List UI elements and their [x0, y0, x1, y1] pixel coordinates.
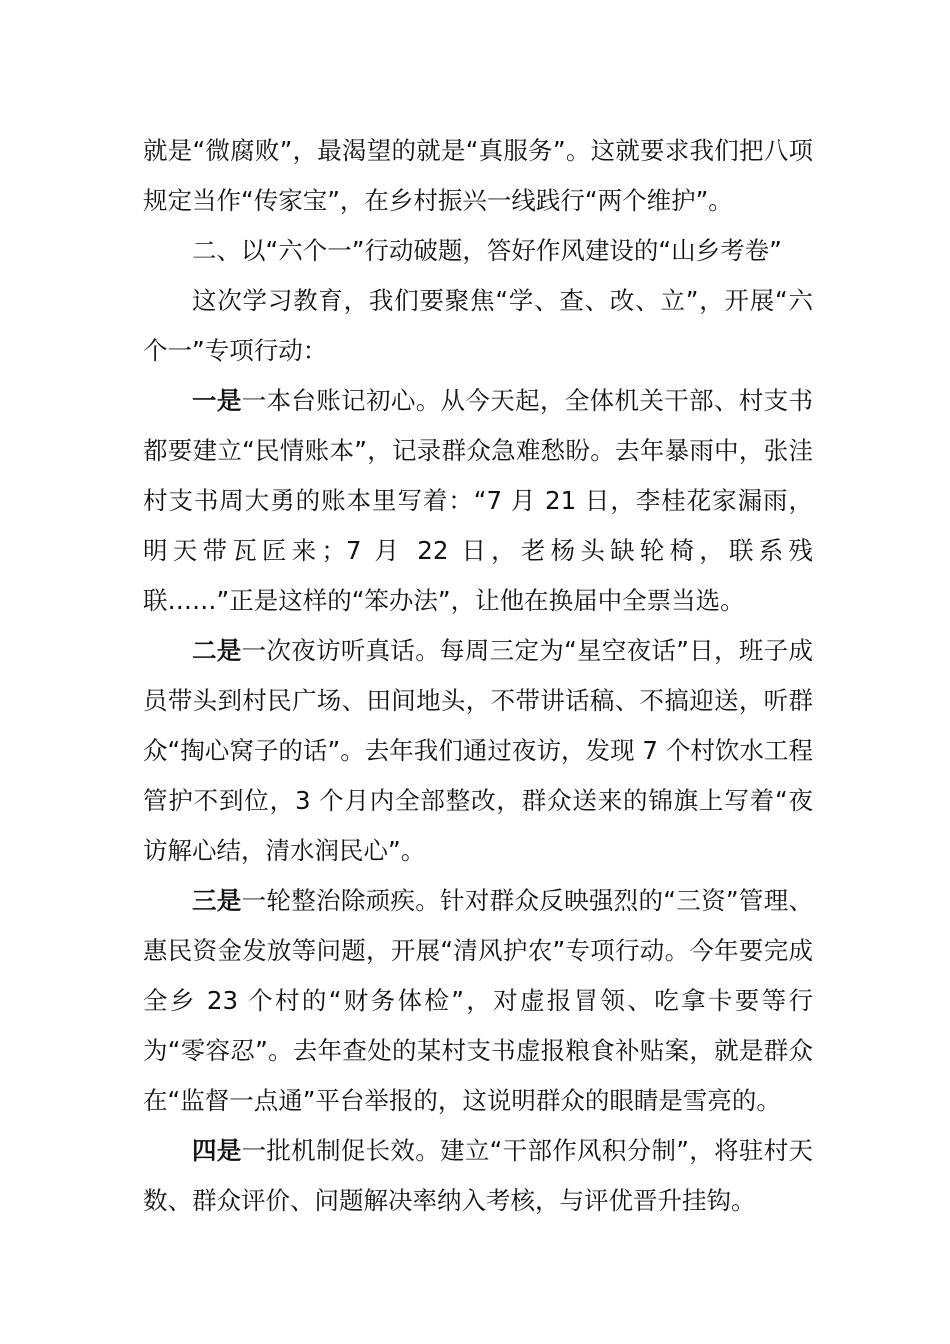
- list-item-3: [143, 876, 813, 1126]
- item-text: 一轮整治除顽疾。针对群众反映强烈的“三资”管理、惠民资金发放等问题，开展“清风护农”专项行动。今年要完成全乡 23 个村的“财务体检”，对虚报冒领、吃拿卡要等行为“零容忍”。去年查处的某村支书虚报粮食补贴案，就是群众在“监督一点通”平台举报的，这说明群众的眼睛是雪亮的。: [143, 886, 813, 1115]
- document-body: [143, 126, 813, 1226]
- paragraph-intro: [143, 276, 813, 376]
- list-item-1: [143, 376, 813, 626]
- item-text: 一批机制促长效。建立“干部作风积分制”，将驻村天数、群众评价、问题解决率纳入考核，与评优晋升挂钩。: [143, 1136, 813, 1215]
- item-lead: 二是: [192, 636, 242, 665]
- item-lead: 一是: [192, 386, 242, 415]
- item-lead: 三是: [192, 886, 242, 915]
- paragraph-text: 就是“微腐败”，最渴望的就是“真服务”。这就要求我们把八项规定当作“传家宝”，在乡村振兴一线践行“两个维护”。: [143, 136, 813, 215]
- item-text: 一次夜访听真话。每周三定为“星空夜话”日，班子成员带头到村民广场、田间地头，不带讲话稿、不搞迎送，听群众“掏心窝子的话”。去年我们通过夜访，发现 7 个村饮水工程管护不到位，3 个月内全部整改，群众送来的锦旗上写着“夜访解心结，清水润民心”。: [143, 636, 813, 865]
- section-heading-text: 二、以“六个一”行动破题，答好作风建设的“山乡考卷”: [192, 236, 782, 265]
- paragraph-text: 这次学习教育，我们要聚焦“学、查、改、立”，开展“六个一”专项行动：: [143, 286, 813, 365]
- item-text: 一本台账记初心。从今天起，全体机关干部、村支书都要建立“民情账本”，记录群众急难愁盼。去年暴雨中，张洼村支书周大勇的账本里写着：“7 月 21 日，李桂花家漏雨，明天带瓦匠来；7 月 22 日，老杨头缺轮椅，联系残联……”正是这样的“笨办法”，让他在换届中全票当选。: [143, 386, 814, 615]
- paragraph-continuation: [143, 126, 813, 226]
- list-item-4: [143, 1126, 813, 1226]
- section-heading: [143, 226, 813, 276]
- list-item-2: [143, 626, 813, 876]
- item-lead: 四是: [192, 1136, 242, 1165]
